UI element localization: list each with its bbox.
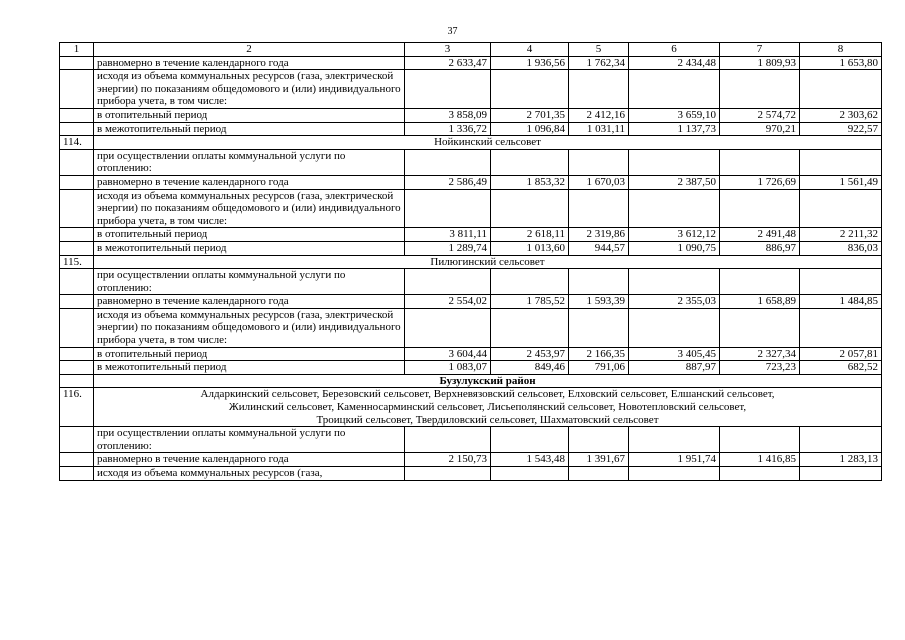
table-row [60, 427, 882, 453]
section-number: 116. [60, 388, 94, 427]
column-number: 5 [569, 43, 629, 57]
table-row [60, 308, 882, 347]
empty-cell [720, 189, 800, 228]
empty-cell [491, 467, 569, 481]
section-title: Пилюгинский сельсовет [94, 255, 882, 269]
value-cell: 1 283,13 [800, 453, 882, 467]
empty-cell [491, 149, 569, 175]
empty-cell [491, 70, 569, 109]
value-cell: 2 586,49 [405, 175, 491, 189]
district-row [60, 374, 882, 388]
empty-cell [629, 467, 720, 481]
row-index-cell [60, 70, 94, 109]
value-cell: 2 633,47 [405, 56, 491, 70]
row-label: исходя из объема коммунальных ресурсов (газа, электрической энергии) по показаниям общедомового и (или) индивидуального прибора учета, в том числе: [94, 308, 405, 347]
row-label: в межотопительный период [94, 361, 405, 375]
value-cell: 1 090,75 [629, 241, 720, 255]
row-index-cell [60, 241, 94, 255]
value-cell: 886,97 [720, 241, 800, 255]
row-label: в отопительный период [94, 228, 405, 242]
empty-cell [569, 308, 629, 347]
value-cell: 1 658,89 [720, 295, 800, 309]
row-label: исходя из объема коммунальных ресурсов (газа, [94, 467, 405, 481]
row-label: исходя из объема коммунальных ресурсов (газа, электрической энергии) по показаниям общедомового и (или) индивидуального прибора учета, в том числе: [94, 70, 405, 109]
empty-cell [800, 149, 882, 175]
column-number: 1 [60, 43, 94, 57]
value-cell: 2 319,86 [569, 228, 629, 242]
row-index-cell [60, 149, 94, 175]
value-cell: 1 013,60 [491, 241, 569, 255]
value-cell: 1 653,80 [800, 56, 882, 70]
district-title: Бузулукский район [94, 374, 882, 388]
row-index-cell [60, 108, 94, 122]
value-cell: 1 726,69 [720, 175, 800, 189]
section-number: 114. [60, 136, 94, 150]
empty-cell [629, 269, 720, 295]
value-cell: 1 416,85 [720, 453, 800, 467]
row-label: при осуществлении оплаты коммунальной услуги по отоплению: [94, 149, 405, 175]
value-cell: 2 057,81 [800, 347, 882, 361]
value-cell: 3 405,45 [629, 347, 720, 361]
value-cell: 2 303,62 [800, 108, 882, 122]
empty-cell [405, 70, 491, 109]
value-cell: 1 543,48 [491, 453, 569, 467]
empty-cell [569, 149, 629, 175]
value-cell: 3 604,44 [405, 347, 491, 361]
table-row [60, 175, 882, 189]
value-cell: 2 434,48 [629, 56, 720, 70]
empty-cell [405, 467, 491, 481]
tariff-table [59, 42, 882, 481]
value-cell: 723,23 [720, 361, 800, 375]
table-row [60, 56, 882, 70]
empty-cell [800, 269, 882, 295]
row-index-cell [60, 347, 94, 361]
column-number: 6 [629, 43, 720, 57]
value-cell: 3 659,10 [629, 108, 720, 122]
value-cell: 1 809,93 [720, 56, 800, 70]
empty-cell [629, 149, 720, 175]
value-cell: 1 593,39 [569, 295, 629, 309]
empty-cell [720, 427, 800, 453]
section-title-line: Жилинский сельсовет, Каменносарминский сельсовет, Лисьеполянский сельсовет, Новотепловский сельсовет, [228, 401, 747, 414]
row-index-cell [60, 427, 94, 453]
value-cell: 1 785,52 [491, 295, 569, 309]
value-cell: 1 031,11 [569, 122, 629, 136]
column-number: 7 [720, 43, 800, 57]
table-row [60, 108, 882, 122]
row-label: равномерно в течение календарного года [94, 295, 405, 309]
column-number: 4 [491, 43, 569, 57]
value-cell: 2 491,48 [720, 228, 800, 242]
row-label: при осуществлении оплаты коммунальной услуги по отоплению: [94, 269, 405, 295]
empty-cell [720, 149, 800, 175]
row-index-cell [60, 228, 94, 242]
empty-cell [720, 70, 800, 109]
row-index-cell [60, 308, 94, 347]
section-title-line: Троицкий сельсовет, Твердиловский сельсовет, Шахматовский сельсовет [316, 413, 659, 426]
value-cell: 2 453,97 [491, 347, 569, 361]
empty-cell [405, 308, 491, 347]
section-row [60, 255, 882, 269]
empty-cell [800, 189, 882, 228]
table-row [60, 70, 882, 109]
row-label: равномерно в течение календарного года [94, 175, 405, 189]
empty-cell [629, 189, 720, 228]
empty-cell [629, 70, 720, 109]
value-cell: 922,57 [800, 122, 882, 136]
value-cell: 1 762,34 [569, 56, 629, 70]
empty-cell [569, 70, 629, 109]
value-cell: 3 858,09 [405, 108, 491, 122]
row-label: в межотопительный период [94, 122, 405, 136]
row-index-cell [60, 175, 94, 189]
row-index-cell [60, 453, 94, 467]
value-cell: 970,21 [720, 122, 800, 136]
row-index-cell [60, 269, 94, 295]
value-cell: 2 554,02 [405, 295, 491, 309]
table-row [60, 149, 882, 175]
table-row [60, 241, 882, 255]
empty-cell [569, 189, 629, 228]
empty-cell [491, 308, 569, 347]
column-number: 3 [405, 43, 491, 57]
section-title-line: Алдаркинский сельсовет, Березовский сельсовет, Верхневязовский сельсовет, Елховский сельсовет, Елшанский сельсовет, [200, 388, 775, 401]
row-label: равномерно в течение календарного года [94, 56, 405, 70]
value-cell: 1 936,56 [491, 56, 569, 70]
value-cell: 2 327,34 [720, 347, 800, 361]
row-index-cell [60, 467, 94, 481]
page-number: 37 [447, 26, 458, 37]
value-cell: 2 211,32 [800, 228, 882, 242]
value-cell: 2 166,35 [569, 347, 629, 361]
row-index-cell [60, 361, 94, 375]
value-cell: 1 391,67 [569, 453, 629, 467]
value-cell: 2 701,35 [491, 108, 569, 122]
value-cell: 1 853,32 [491, 175, 569, 189]
value-cell: 2 150,73 [405, 453, 491, 467]
section-row [60, 388, 882, 427]
empty-cell [491, 269, 569, 295]
row-label: при осуществлении оплаты коммунальной услуги по отоплению: [94, 427, 405, 453]
column-number: 2 [94, 43, 405, 57]
empty-cell [629, 308, 720, 347]
row-index-cell [60, 122, 94, 136]
value-cell: 2 355,03 [629, 295, 720, 309]
empty-cell [405, 189, 491, 228]
value-cell: 1 561,49 [800, 175, 882, 189]
table-row [60, 295, 882, 309]
value-cell: 2 412,16 [569, 108, 629, 122]
empty-cell [405, 149, 491, 175]
empty-cell [405, 269, 491, 295]
value-cell: 3 612,12 [629, 228, 720, 242]
empty-cell [720, 467, 800, 481]
value-cell: 1 137,73 [629, 122, 720, 136]
empty-cell [800, 70, 882, 109]
value-cell: 1 336,72 [405, 122, 491, 136]
section-number: 115. [60, 255, 94, 269]
empty-cell [569, 427, 629, 453]
section-title: Нойкинский сельсовет [94, 136, 882, 150]
value-cell: 944,57 [569, 241, 629, 255]
value-cell: 682,52 [800, 361, 882, 375]
section-row [60, 136, 882, 150]
value-cell: 836,03 [800, 241, 882, 255]
row-label: равномерно в течение календарного года [94, 453, 405, 467]
column-number-row [60, 43, 882, 57]
value-cell: 3 811,11 [405, 228, 491, 242]
row-label: исходя из объема коммунальных ресурсов (газа, электрической энергии) по показаниям общедомового и (или) индивидуального прибора учета, в том числе: [94, 189, 405, 228]
empty-cell [800, 308, 882, 347]
value-cell: 1 096,84 [491, 122, 569, 136]
table-row [60, 269, 882, 295]
value-cell: 1 083,07 [405, 361, 491, 375]
value-cell: 1 289,74 [405, 241, 491, 255]
empty-cell [569, 467, 629, 481]
value-cell: 887,97 [629, 361, 720, 375]
value-cell: 1 484,85 [800, 295, 882, 309]
row-index-cell [60, 189, 94, 228]
empty-cell [491, 189, 569, 228]
empty-cell [720, 269, 800, 295]
value-cell: 1 670,03 [569, 175, 629, 189]
value-cell: 2 618,11 [491, 228, 569, 242]
row-index-cell [60, 295, 94, 309]
row-index-cell [60, 374, 94, 388]
empty-cell [405, 427, 491, 453]
table-row [60, 467, 882, 481]
empty-cell [569, 269, 629, 295]
table-row [60, 122, 882, 136]
section-title [94, 388, 882, 427]
row-label: в отопительный период [94, 347, 405, 361]
row-index-cell [60, 56, 94, 70]
value-cell: 1 951,74 [629, 453, 720, 467]
row-label: в отопительный период [94, 108, 405, 122]
table-row [60, 453, 882, 467]
empty-cell [720, 308, 800, 347]
table-row [60, 228, 882, 242]
empty-cell [800, 427, 882, 453]
empty-cell [491, 427, 569, 453]
value-cell: 849,46 [491, 361, 569, 375]
table-row [60, 361, 882, 375]
empty-cell [800, 467, 882, 481]
table-row [60, 347, 882, 361]
value-cell: 791,06 [569, 361, 629, 375]
column-number: 8 [800, 43, 882, 57]
value-cell: 2 574,72 [720, 108, 800, 122]
row-label: в межотопительный период [94, 241, 405, 255]
value-cell: 2 387,50 [629, 175, 720, 189]
table-row [60, 189, 882, 228]
empty-cell [629, 427, 720, 453]
